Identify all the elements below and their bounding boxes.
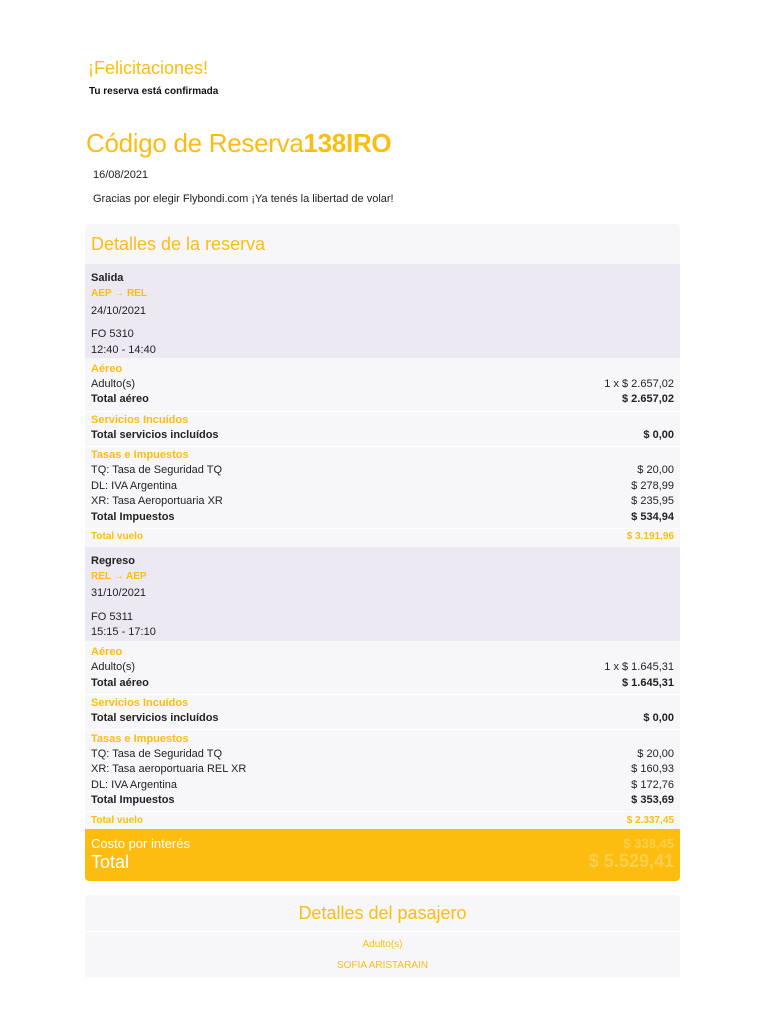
outbound-tax-value: $ 278,99 <box>631 480 674 492</box>
thanks-message: Gracias por elegir Flybondi.com ¡Ya tenés la libertad de volar! <box>93 193 394 205</box>
outbound-tax-label: DL: IVA Argentina <box>91 480 178 492</box>
outbound-flight-total-label: Total vuelo <box>91 531 144 542</box>
return-tax-row <box>91 779 674 793</box>
outbound-flight-total-row <box>91 531 674 545</box>
return-label: Regreso <box>91 555 136 567</box>
booking-details-title: Detalles de la reserva <box>91 234 266 254</box>
divider <box>85 811 680 812</box>
return-taxes-total-value: $ 353,69 <box>631 794 674 806</box>
return-air-total-row <box>91 677 674 691</box>
return-services-total-value: $ 0,00 <box>643 712 674 724</box>
outbound-tax-value: $ 235,95 <box>631 495 674 507</box>
outbound-adult-value: 1 x $ 2.657,02 <box>604 378 674 390</box>
outbound-flight-total-value: $ 3.191,96 <box>626 531 674 542</box>
return-tax-row <box>91 763 674 777</box>
outbound-services-total-row <box>91 429 674 443</box>
passenger-name: SOFIA ARISTARAIN <box>337 960 428 971</box>
issue-date: 16/08/2021 <box>93 169 149 181</box>
confirmation-text: Tu reserva está confirmada <box>89 86 219 97</box>
passenger-details-title: Detalles del pasajero <box>298 903 467 923</box>
outbound-adult-row <box>91 378 674 392</box>
return-tax-row <box>91 748 674 762</box>
return-services-total-label: Total servicios incluídos <box>91 712 219 724</box>
interest-cost-label: Costo por interés <box>91 836 190 851</box>
outbound-label: Salida <box>91 272 124 284</box>
outbound-tax-row <box>91 464 674 478</box>
return-services-total-row <box>91 712 674 726</box>
return-leg-header <box>85 547 680 641</box>
passenger-type: Adulto(s) <box>362 939 403 950</box>
outbound-tax-label: XR: Tasa Aeroportuaria XR <box>91 495 223 507</box>
outbound-adult-label: Adulto(s) <box>91 378 136 390</box>
outbound-air-total-value: $ 2.657,02 <box>622 393 674 405</box>
return-time: 15:15 - 17:10 <box>91 626 156 638</box>
passenger-details-card <box>85 895 680 977</box>
outbound-tax-value: $ 20,00 <box>637 464 674 476</box>
return-adult-label: Adulto(s) <box>91 661 136 673</box>
outbound-air-total-row <box>91 393 674 407</box>
outbound-time: 12:40 - 14:40 <box>91 344 156 356</box>
outbound-air-title: Aéreo <box>91 363 123 375</box>
return-air-total-value: $ 1.645,31 <box>622 677 674 689</box>
interest-cost-value: $ 338,45 <box>623 836 674 851</box>
return-flight-total-row <box>91 815 674 829</box>
grand-total-label: Total <box>91 852 130 872</box>
divider <box>85 729 680 730</box>
return-flight-number: FO 5311 <box>91 611 133 623</box>
booking-code-value: 138IRO <box>303 128 392 158</box>
outbound-services-title: Servicios Incuídos <box>91 414 189 426</box>
outbound-air-total-label: Total aéreo <box>91 393 149 405</box>
outbound-taxes-total-label: Total Impuestos <box>91 511 175 523</box>
return-adult-row <box>91 661 674 675</box>
return-taxes-title: Tasas e Impuestos <box>91 733 189 745</box>
return-flight-total-label: Total vuelo <box>91 815 144 826</box>
return-taxes-total-label: Total Impuestos <box>91 794 175 806</box>
outbound-date: 24/10/2021 <box>91 305 147 317</box>
divider <box>85 931 680 932</box>
outbound-flight-number: FO 5310 <box>91 328 134 340</box>
outbound-tax-label: TQ: Tasa de Seguridad TQ <box>91 464 223 476</box>
outbound-taxes-total-value: $ 534,94 <box>631 511 674 523</box>
divider <box>85 528 680 529</box>
divider <box>85 446 680 447</box>
return-tax-label: DL: IVA Argentina <box>91 779 178 791</box>
return-air-total-label: Total aéreo <box>91 677 149 689</box>
grand-total-box <box>85 829 680 881</box>
booking-code-label: Código de Reserva <box>86 128 304 158</box>
return-flight-total-value: $ 2.337,45 <box>626 815 674 826</box>
congrats-heading: ¡Felicitaciones! <box>88 58 209 78</box>
outbound-leg-header <box>85 264 680 358</box>
return-route: REL → AEP <box>91 571 147 582</box>
divider <box>85 694 680 695</box>
return-services-title: Servicios Incuídos <box>91 697 189 709</box>
return-tax-label: TQ: Tasa de Seguridad TQ <box>91 748 223 760</box>
return-tax-label: XR: Tasa aeroportuaria REL XR <box>91 763 247 775</box>
return-taxes-total-row <box>91 794 674 808</box>
return-tax-value: $ 20,00 <box>637 748 674 760</box>
divider <box>85 411 680 412</box>
outbound-taxes-total-row <box>91 511 674 525</box>
return-date: 31/10/2021 <box>91 587 147 599</box>
grand-total-value: $ 5.529,41 <box>588 851 674 871</box>
outbound-route: AEP → REL <box>91 288 147 299</box>
return-adult-value: 1 x $ 1.645,31 <box>604 661 674 673</box>
booking-details-card <box>85 224 680 881</box>
outbound-tax-row <box>91 480 674 494</box>
outbound-tax-row <box>91 495 674 509</box>
return-tax-value: $ 160,93 <box>631 763 674 775</box>
outbound-taxes-title: Tasas e Impuestos <box>91 449 189 461</box>
return-tax-value: $ 172,76 <box>631 779 674 791</box>
return-air-title: Aéreo <box>91 646 123 658</box>
booking-code-heading <box>86 128 391 159</box>
outbound-services-total-value: $ 0,00 <box>643 429 674 441</box>
outbound-services-total-label: Total servicios incluídos <box>91 429 219 441</box>
